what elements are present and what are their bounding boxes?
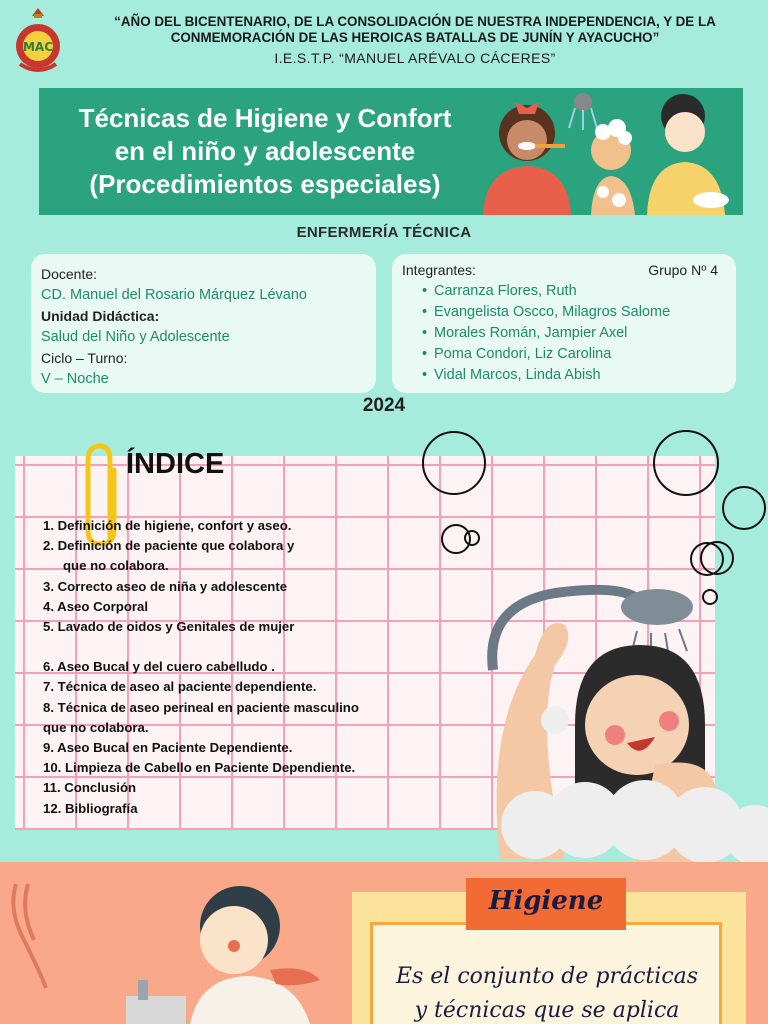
definition-text: Es el conjunto de prácticas y técnicas que se aplica: [395, 964, 699, 1023]
index-item: 6. Aseo Bucal y del cuero cabelludo .: [43, 659, 275, 675]
bubble-icon: [723, 487, 765, 529]
index-item: 9. Aseo Bucal en Paciente Dependiente.: [43, 740, 293, 756]
docente-label: Docente:: [41, 266, 98, 282]
document-header: [0, 0, 768, 86]
index-item: 12. Bibliografía: [43, 800, 138, 816]
institution-logo-icon: [14, 6, 62, 76]
paperclip-icon: [6, 880, 52, 990]
program-label: ENFERMERÍA TÉCNICA: [296, 224, 472, 241]
members-card: [392, 254, 736, 393]
institution-name: I.E.S.T.P. “MANUEL ARÉVALO CÁCERES”: [274, 50, 556, 66]
members-list: [422, 281, 726, 386]
grupo-label: Grupo Nº 4: [648, 262, 718, 278]
index-item: 8. Técnica de aseo perineal en paciente masculino: [43, 699, 359, 715]
boy-washing-hands-illustration: [120, 880, 330, 1024]
integrantes-label: Integrantes:: [402, 262, 476, 278]
index-item: 2. Definición de paciente que colabora y: [43, 538, 295, 554]
unidad-value: Salud del Niño y Adolescente: [41, 329, 230, 345]
docente-value: CD. Manuel del Rosario Márquez Lévano: [41, 287, 307, 303]
list-item: • Carranza Flores, Ruth: [422, 281, 726, 302]
index-item: 11. Conclusión: [43, 780, 137, 796]
ciclo-value: V – Noche: [41, 371, 109, 387]
list-item: • Evangelista Oscco, Milagros Salome: [422, 302, 726, 323]
index-item: 7. Técnica de aseo al paciente dependiente.: [43, 679, 317, 695]
index-item: 3. Correcto aseo de niña y adolescente: [43, 578, 288, 594]
definition-heading: Higiene: [488, 886, 604, 916]
index-item: 10. Limpieza de Cabello en Paciente Dependiente.: [43, 760, 356, 776]
unidad-label: Unidad Didáctica:: [41, 308, 160, 324]
ciclo-label: Ciclo – Turno:: [41, 350, 128, 366]
index-item: 1. Definición de higiene, confort y aseo.: [43, 518, 292, 533]
index-item: 4. Aseo Corporal: [43, 598, 149, 614]
document-title: Técnicas de Higiene y Confort en el niño y adolescente (Procedimientos especiales): [78, 103, 452, 199]
children-hygiene-illustration: [463, 88, 743, 215]
year-label: 2024: [362, 395, 406, 416]
index-item: 5. Lavado de oidos y Genitales de mujer: [43, 619, 295, 635]
bubble-icon: [654, 431, 718, 495]
index-list: [43, 516, 443, 819]
motto-text: “AÑO DEL BICENTENARIO, DE LA CONSOLIDACIÓN DE NUESTRA INDEPENDENCIA, Y DE LA CONMEMORACIÓN DE LAS HEROICAS BATALLAS DE JUNÍN Y AYACUCHO”: [114, 14, 716, 45]
course-info-card: [31, 254, 376, 393]
list-item: • Morales Román, Jampier Axel: [422, 323, 726, 344]
index-item: que no colabora.: [43, 719, 149, 735]
girl-showering-illustration: [415, 425, 768, 865]
list-item: • Vidal Marcos, Linda Abish: [422, 365, 726, 386]
bubble-icon: [703, 590, 717, 604]
index-item: que no colabora.: [63, 558, 169, 574]
bubble-icon: [423, 432, 485, 494]
bubble-icon: [465, 531, 479, 545]
title-banner: [39, 88, 743, 215]
index-title: ÍNDICE: [126, 448, 225, 480]
list-item: • Poma Condori, Liz Carolina: [422, 344, 726, 365]
svg-text:MAC: MAC: [22, 40, 54, 54]
